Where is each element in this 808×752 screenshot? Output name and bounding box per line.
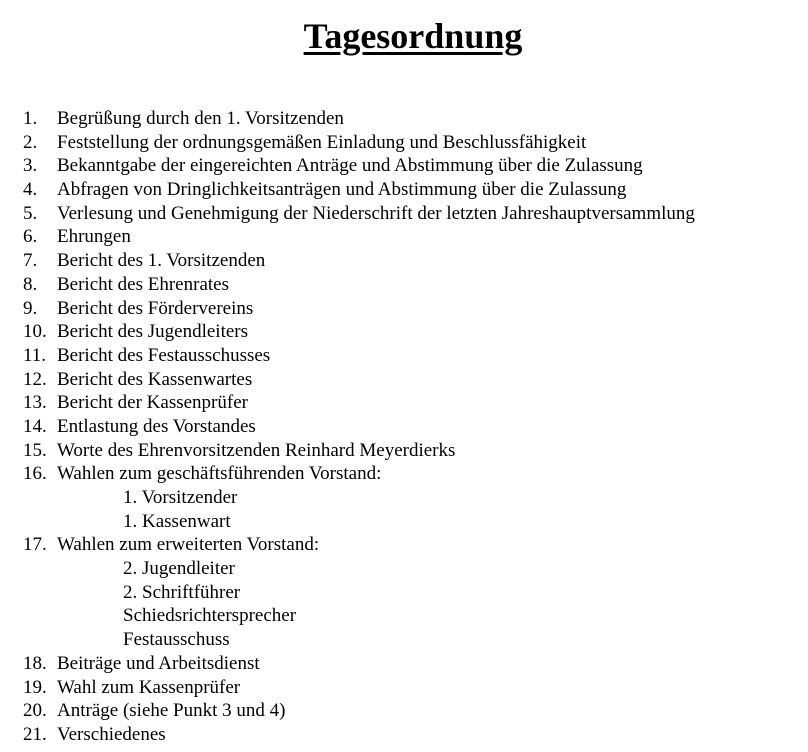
agenda-item-number: 5. <box>23 202 38 224</box>
agenda-item-text: Wahlen zum geschäftsführenden Vorstand: <box>57 463 382 485</box>
agenda-item-text: Bekanntgabe der eingereichten Anträge und Abstimmung über die Zulassung <box>57 155 643 177</box>
document-title: Tagesordnung <box>303 16 523 56</box>
agenda-item-text: Anträge (siehe Punkt 3 und 4) <box>57 700 286 722</box>
agenda-item-text: Bericht des Festausschusses <box>57 344 271 366</box>
agenda-item-text: Feststellung der ordnungsgemäßen Einladung und Beschlussfähigkeit <box>57 131 587 153</box>
agenda-item-text: Bericht des Ehrenrates <box>57 273 229 295</box>
agenda-item-number: 20. <box>23 700 47 722</box>
agenda-item-text: Bericht des 1. Vorsitzenden <box>57 250 266 272</box>
agenda-item-number: 18. <box>23 652 47 674</box>
agenda-item-number: 11. <box>23 344 47 366</box>
agenda-item-number: 6. <box>23 226 38 248</box>
agenda-item-number: 8. <box>23 273 38 295</box>
agenda-subitem-text: Festausschuss <box>123 629 230 651</box>
agenda-subitem-text: 2. Schriftführer <box>123 581 241 603</box>
agenda-item-text: Ehrungen <box>57 226 131 248</box>
agenda-item-number: 19. <box>23 676 47 698</box>
agenda-item-number: 16. <box>23 463 47 485</box>
agenda-subitem-text: 1. Vorsitzender <box>123 487 238 508</box>
agenda-item-text: Wahlen zum erweiterten Vorstand: <box>57 534 320 556</box>
agenda-item-text: Abfragen von Dringlichkeitsanträgen und Abstimmung über die Zulassung <box>57 179 627 201</box>
agenda-item-number: 7. <box>23 250 38 272</box>
agenda-item-text: Beiträge und Arbeitsdienst <box>57 652 260 674</box>
agenda-item-text: Bericht des Jugendleiters <box>57 321 249 343</box>
agenda-item-text: Verschiedenes <box>57 723 166 745</box>
agenda-item-number: 1. <box>23 108 38 129</box>
agenda-item-number: 14. <box>23 415 47 437</box>
agenda-item-number: 3. <box>23 155 38 177</box>
agenda-item-text: Bericht des Kassenwartes <box>57 368 253 390</box>
agenda-subitem-text: 2. Jugendleiter <box>123 558 235 580</box>
agenda-item-text: Entlastung des Vorstandes <box>57 415 256 437</box>
agenda-item-text: Bericht des Fördervereins <box>57 297 254 319</box>
agenda-subitem-text: Schiedsrichtersprecher <box>123 605 297 627</box>
agenda-item-text: Wahl zum Kassenprüfer <box>57 676 241 698</box>
agenda-item-number: 13. <box>23 392 47 414</box>
agenda-item-text: Begrüßung durch den 1. Vorsitzenden <box>57 108 344 129</box>
agenda-item-text: Verlesung und Genehmigung der Niederschrift der letzten Jahreshauptversammlung <box>57 202 695 224</box>
agenda-item-number: 4. <box>23 179 38 201</box>
agenda-item-number: 2. <box>23 131 38 153</box>
agenda-item-number: 12. <box>23 368 47 390</box>
agenda-subitem-text: 1. Kassenwart <box>123 510 231 532</box>
agenda-item-text: Bericht der Kassenprüfer <box>57 392 248 414</box>
agenda-item-number: 17. <box>23 534 47 556</box>
agenda-item-number: 9. <box>23 297 38 319</box>
agenda-item-text: Worte des Ehrenvorsitzenden Reinhard Meyerdierks <box>57 439 456 461</box>
agenda-item-number: 21. <box>23 723 47 745</box>
agenda-item-number: 15. <box>23 439 47 461</box>
agenda-item-number: 10. <box>23 321 47 343</box>
